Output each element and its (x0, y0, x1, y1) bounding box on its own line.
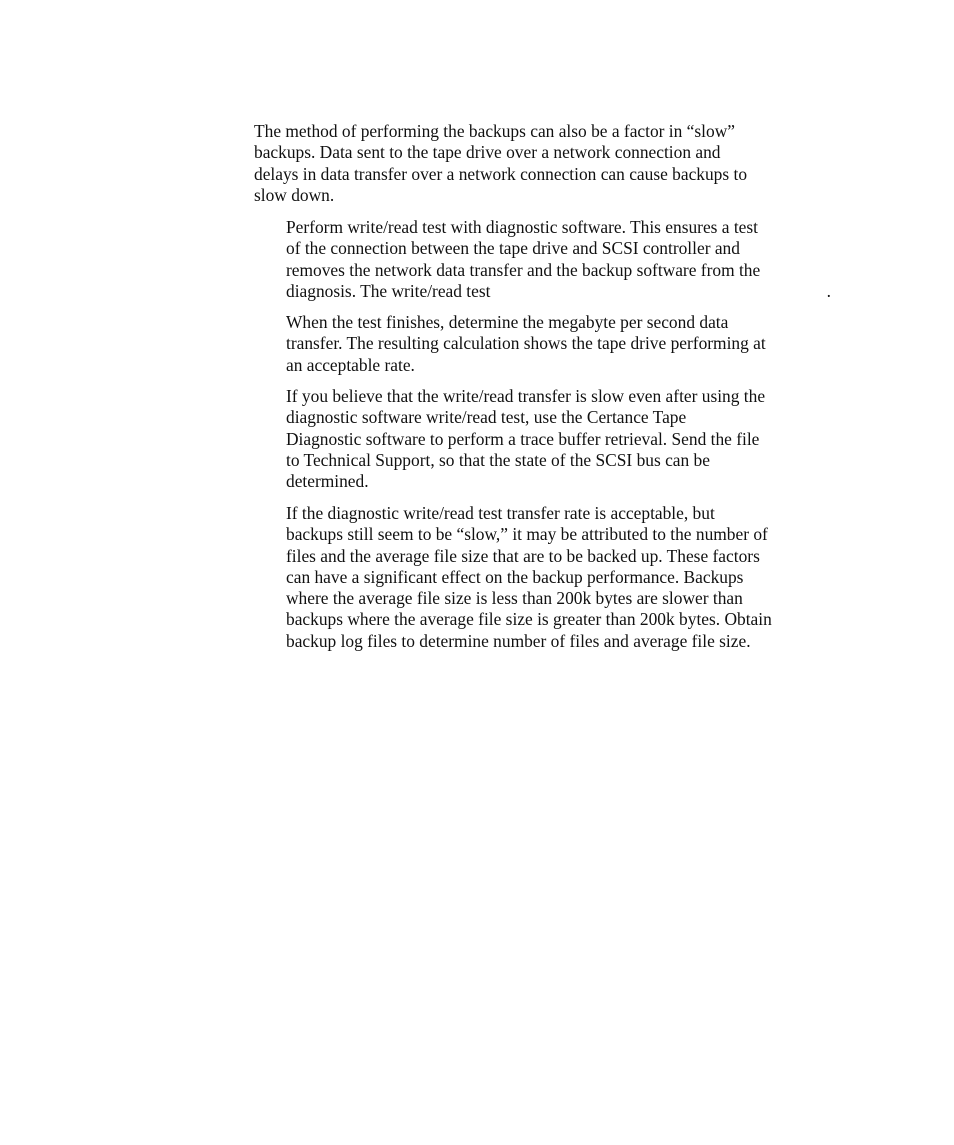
text-line: transfer. The resulting calculation shows the tape drive performing at (286, 333, 766, 354)
text-line: delays in data transfer over a network connection can cause backups to (254, 163, 748, 184)
text-line: removes the network data transfer and the backup software from the (286, 259, 761, 280)
text-line-with-gap (286, 281, 831, 302)
text-line: to Technical Support, so that the state of the SCSI bus can be (286, 449, 710, 470)
text-line: of the connection between the tape drive and SCSI controller and (286, 238, 740, 259)
step-paragraph-write-read-test (286, 217, 831, 302)
text-line: slow down. (254, 184, 335, 205)
step-paragraph-file-size (286, 503, 831, 652)
text-line: diagnostic software write/read test, use the Certance Tape (286, 407, 687, 428)
text-line: If you believe that the write/read transfer is slow even after using the (286, 386, 766, 406)
text-line: When the test finishes, determine the megabyte per second data (286, 312, 729, 332)
text-line: backups. Data sent to the tape drive over a network connection and (254, 142, 721, 163)
text-line: an acceptable rate. (286, 354, 415, 375)
step-paragraph-transfer-rate (286, 312, 831, 376)
text-line: files and the average file size that are to be backed up. These factors (286, 545, 760, 566)
text-line: Perform write/read test with diagnostic software. This ensures a test (286, 217, 759, 237)
text-line: The method of performing the backups can also be a factor in “slow” (254, 121, 735, 141)
text-line: backups where the average file size is greater than 200k bytes. Obtain (286, 609, 772, 630)
text-line-end: . (826, 280, 831, 301)
text-line: where the average file size is less than 200k bytes are slower than (286, 588, 743, 609)
step-paragraph-trace-buffer (286, 386, 831, 492)
text-line: If the diagnostic write/read test transfer rate is acceptable, but (286, 503, 715, 523)
text-line-start: diagnosis. The write/read test (286, 280, 491, 301)
text-line: determined. (286, 471, 369, 492)
text-line: backups still seem to be “slow,” it may be attributed to the number of (286, 524, 768, 545)
text-line: backup log files to determine number of files and average file size. (286, 630, 751, 651)
text-line: can have a significant effect on the backup performance. Backups (286, 566, 744, 587)
intro-paragraph (254, 121, 834, 206)
text-line: Diagnostic software to perform a trace buffer retrieval. Send the file (286, 428, 760, 449)
